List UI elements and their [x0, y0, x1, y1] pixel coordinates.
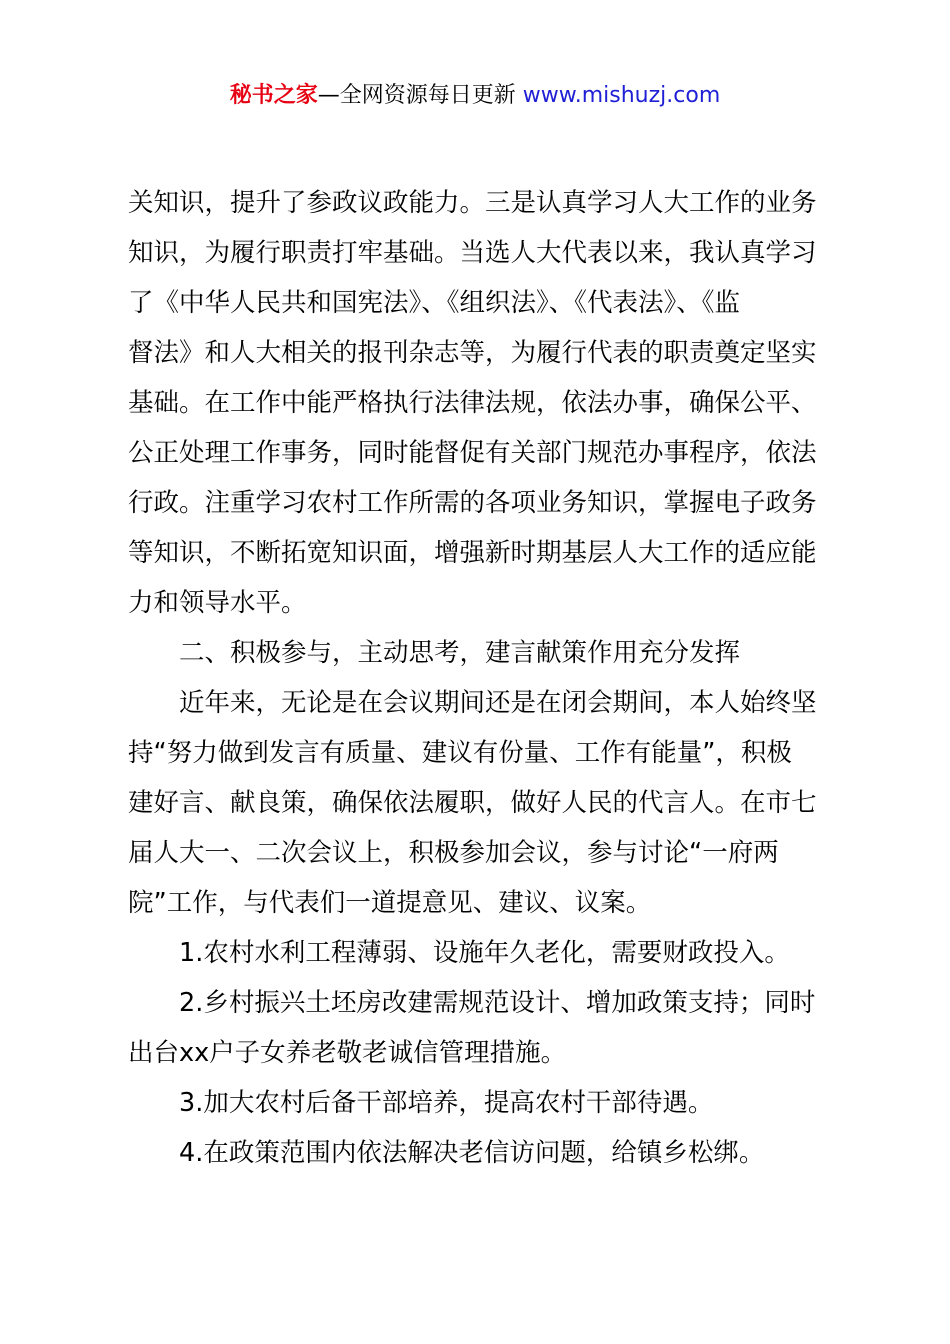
list-item-continuation: 出台xx户子女养老敬老诚信管理措施。 — [128, 1038, 567, 1068]
site-brand: 秘书之家 — [229, 83, 318, 108]
body-line: 院”工作，与代表们一道提意见、建议、议案。 — [128, 888, 652, 918]
body-line: 知识，为履行职责打牢基础。当选人大代表以来，我认真学习 — [128, 238, 817, 268]
body-line: 基础。在工作中能严格执行法律法规，依法办事，确保公平、 — [128, 388, 817, 418]
body-line: 关知识，提升了参政议政能力。三是认真学习人大工作的业务 — [128, 188, 817, 218]
body-line: 督法》和人大相关的报刊杂志等，为履行代表的职责奠定坚实 — [128, 338, 817, 368]
body-line: 建好言、献良策，确保依法履职，做好人民的代言人。在市七 — [128, 788, 817, 818]
list-item: 4.在政策范围内依法解决老信访问题，给镇乡松绑。 — [179, 1138, 765, 1168]
body-line: 近年来，无论是在会议期间还是在闭会期间，本人始终坚 — [179, 688, 817, 718]
body-line: 了《中华人民共和国宪法》、《组织法》、《代表法》、《监 — [128, 288, 741, 318]
body-line: 届人大一、二次会议上，积极参加会议，参与讨论“一府两 — [128, 838, 779, 868]
body-line: 行政。注重学习农村工作所需的各项业务知识，掌握电子政务 — [128, 488, 817, 518]
site-url-link[interactable]: www.mishuzj.com — [522, 83, 721, 108]
list-item: 3.加大农村后备干部培养，提高农村干部待遇。 — [179, 1088, 714, 1118]
document-body — [128, 178, 838, 1178]
body-line: 公正处理工作事务，同时能督促有关部门规范办事程序，依法 — [128, 438, 817, 468]
list-item: 1.农村水利工程薄弱、设施年久老化，需要财政投入。 — [179, 938, 790, 968]
list-item: 2.乡村振兴土坯房改建需规范设计、增加政策支持；同时 — [179, 988, 816, 1018]
section-heading: 二、积极参与，主动思考，建言献策作用充分发挥 — [179, 638, 741, 668]
site-tagline: —全网资源每日更新 — [317, 83, 523, 108]
body-line: 力和领导水平。 — [128, 588, 307, 618]
site-header — [0, 80, 950, 112]
body-line: 持“努力做到发言有质量、建议有份量、工作有能量”，积极 — [128, 738, 792, 768]
body-line: 等知识，不断拓宽知识面，增强新时期基层人大工作的适应能 — [128, 538, 817, 568]
